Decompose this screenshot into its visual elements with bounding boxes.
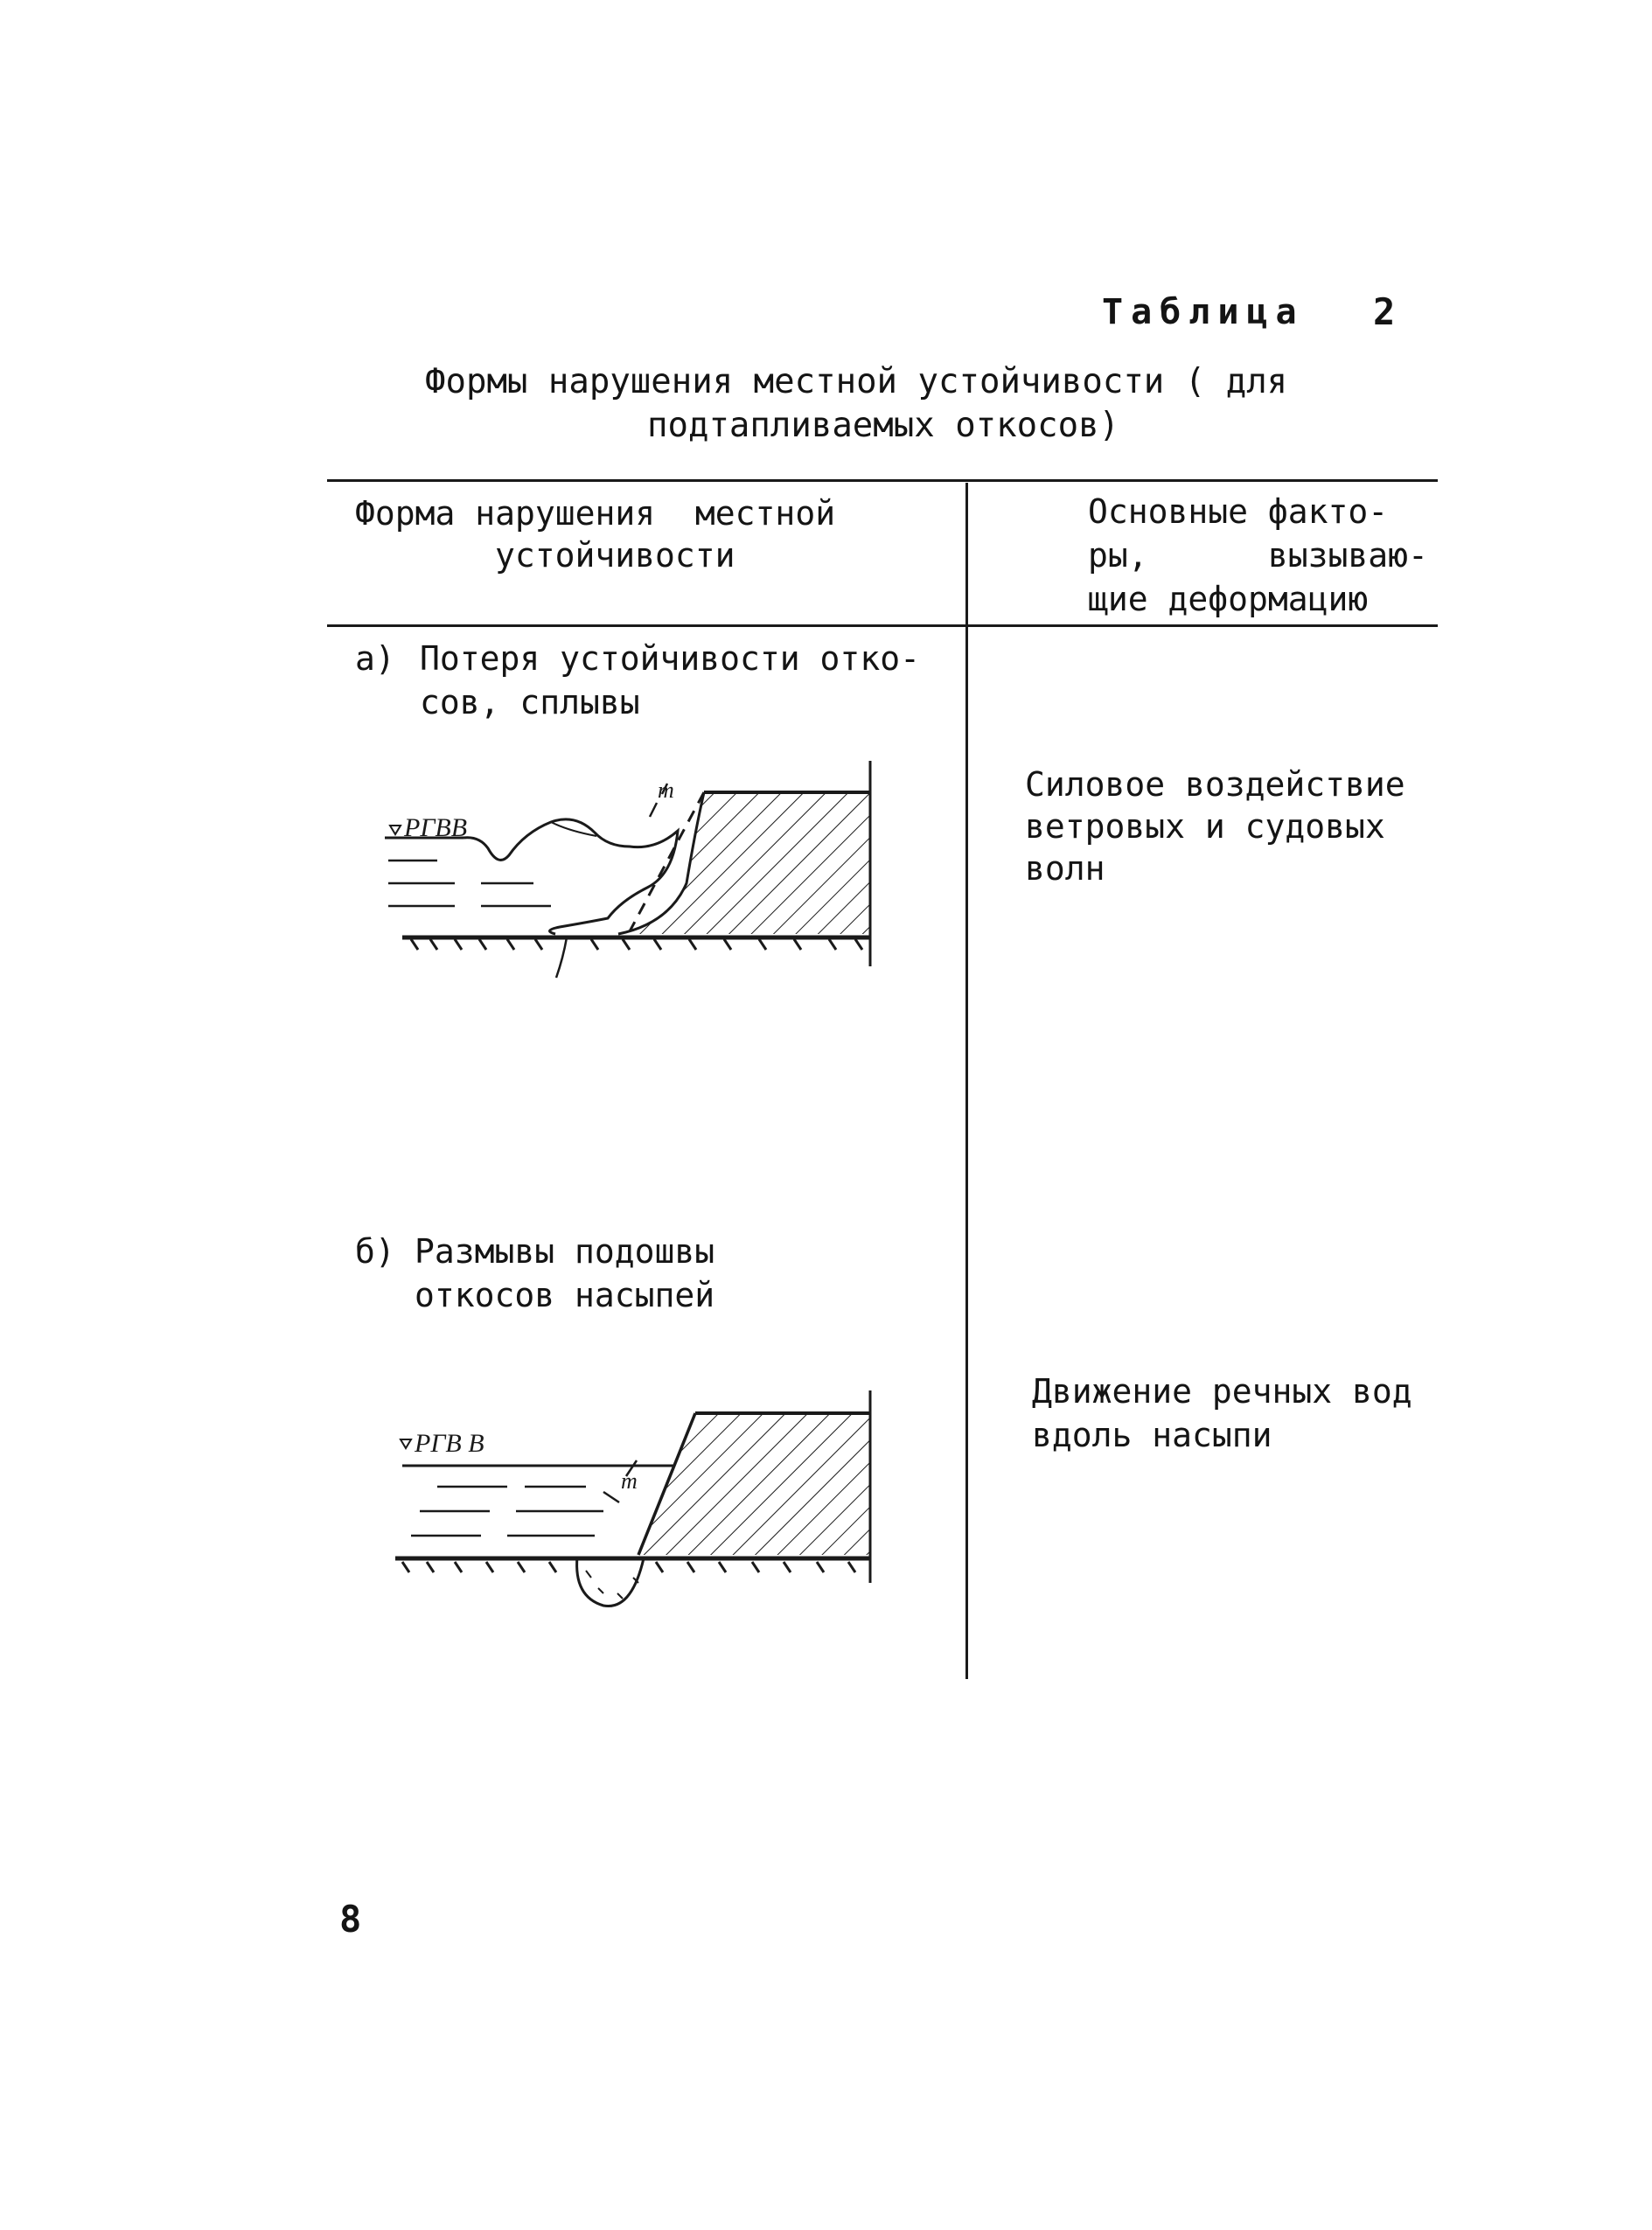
row-a-factor-line1: Силовое воздействие — [1025, 765, 1405, 804]
row-b-water-label: РГВ В — [415, 1429, 484, 1458]
header-col2-line1: Основные факто- — [1088, 492, 1389, 531]
row-a-form-line2: сов, сплывы — [420, 683, 640, 721]
table-label: Таблица — [1102, 292, 1305, 332]
row-a-slope-label: m — [658, 777, 674, 803]
row-b-factor-line1: Движение речных вод — [1032, 1372, 1412, 1411]
table-column-divider — [965, 483, 968, 1679]
row-a-marker: а) — [355, 639, 395, 678]
table-title-line2: подтапливаемых откосов) — [647, 406, 1120, 445]
page-number: 8 — [339, 1898, 362, 1941]
header-col1-line1: Форма нарушения местной — [355, 494, 836, 533]
row-a-factor-line2: ветровых и судовых — [1025, 807, 1385, 846]
header-col1-line2: устойчивости — [495, 536, 735, 575]
row-a-form-line1: Потеря устойчивости отко- — [420, 639, 920, 678]
row-a-factor-line3: волн — [1025, 849, 1105, 888]
slope-slip-diagram — [376, 752, 901, 997]
row-b-marker: б) — [355, 1232, 395, 1271]
row-b-form-line2: откосов насыпей — [415, 1276, 715, 1314]
row-b-form-line1: Размывы подошвы — [415, 1232, 715, 1271]
slope-toe-scour-diagram — [385, 1390, 892, 1635]
table-top-rule — [327, 479, 1438, 482]
row-b-slope-label: m — [621, 1468, 638, 1494]
header-col2-line3: щие деформацию — [1088, 580, 1369, 618]
table-title-line1: Формы нарушения местной устойчивости ( для — [425, 362, 1288, 401]
row-b-factor-line2: вдоль насыпи — [1032, 1416, 1272, 1454]
water-level-marker — [401, 1439, 411, 1448]
table-header-rule — [327, 624, 1438, 627]
header-col2-line2: ры, вызываю- — [1088, 536, 1428, 575]
table-number: 2 — [1373, 290, 1396, 333]
water-level-marker — [390, 826, 401, 834]
row-a-water-label: РГВВ — [404, 813, 468, 842]
